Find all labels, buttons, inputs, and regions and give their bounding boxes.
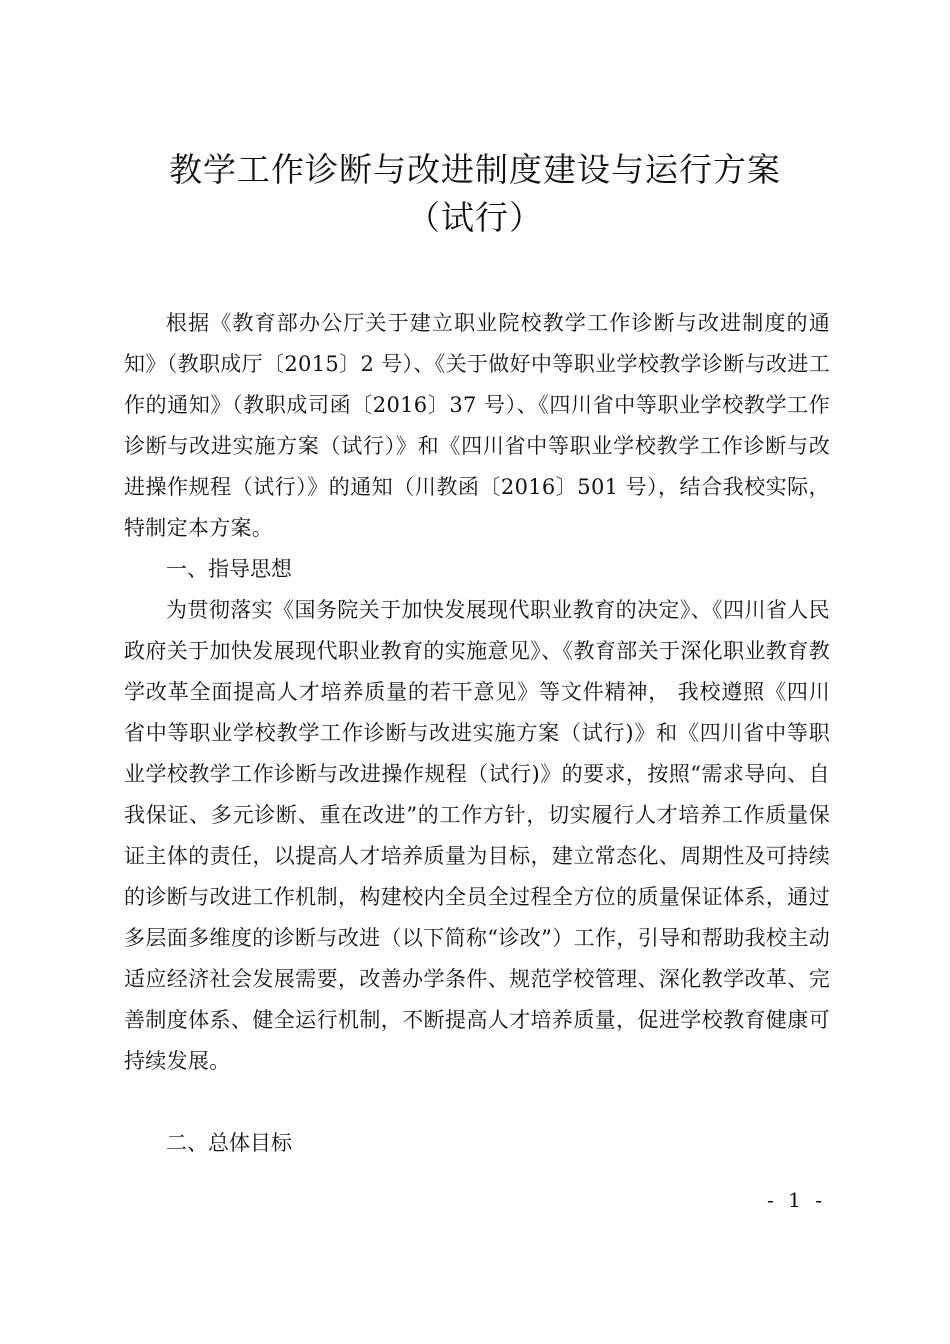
document-title: 教学工作诊断与改进制度建设与运行方案 [169,150,781,189]
document-title-suffix: （试行） [407,198,543,237]
intro-paragraph: 根据《教育部办公厅关于建立职业院校教学工作诊断与改进制度的通知》（教职成厅〔2015〕2 号）、《关于做好中等职业学校教学诊断与改进工作的通知》（教职成司函〔2016〕37 号）、《四川省中等职业学校教学工作诊断与改进实施方案（试行）》和《四川省中等职业学校教学工作诊断与改进操作规程（试行）》的通知（川教函〔2016〕501 号），结合我校实际，特制定本方案。 [124,311,830,540]
section-heading-overall-goals: 二、总体目标 [166,1131,292,1155]
page-number: - 1 - [767,1188,826,1212]
document-body [124,303,830,1164]
guiding-ideology-paragraph: 为贯彻落实《国务院关于加快发展现代职业教育的决定》、《四川省人民政府关于加快发展现代职业教育的实施意见》、《教育部关于深化职业教育教学改革全面提高人才培养质量的若干意见》等文件精神， 我校遵照《四川省中等职业学校教学工作诊断与改进实施方案（试行)》和《四川省中等职业学校教学工作诊断与改进操作规程（试行)》的要求，按照“需求导向、自我保证、多元诊断、重在改进”的工作方针，切实履行人才培养工作质量保证主体的责任，以提高人才培养质量为目标，建立常态化、周期性及可持续的诊断与改进工作机制，构建校内全员全过程全方位的质量保证体系，通过多层面多维度的诊断与改进（以下简称“诊改”）工作，引导和帮助我校主动适应经济社会发展需要，改善办学条件、规范学校管理、深化教学改革、完善制度体系、健全运行机制，不断提高人才培养质量，促进学校教育健康可持续发展。 [124,598,830,1073]
section-heading-guiding-ideology: 一、指导思想 [166,557,292,581]
